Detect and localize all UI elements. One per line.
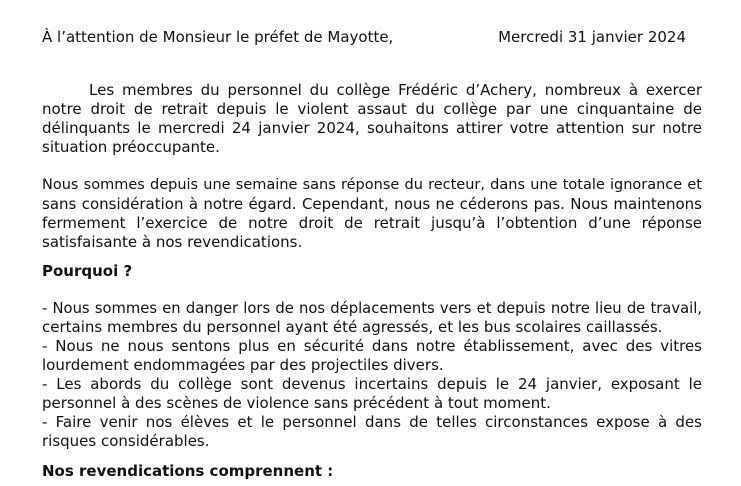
paragraph2-line-4: satisfaisante à nos revendications. xyxy=(42,233,303,251)
paragraph1-line-4: situation préoccupante. xyxy=(42,138,220,156)
paragraph2-line-1: Nous sommes depuis une semaine sans réponse du recteur, dans une totale ignorance et xyxy=(42,177,702,193)
heading-why: Pourquoi ? xyxy=(42,262,133,280)
reason-line-7: - Faire venir nos élèves et le personnel dans de telles circonstances expose à des xyxy=(42,413,702,431)
paragraph2-line-2: sans considération à notre égard. Cependant, nous ne céderons pas. Nous maintenons xyxy=(42,195,702,213)
paragraph1-line-2: notre droit de retrait depuis le violent assaut du collège par une cinquantaine de xyxy=(42,100,702,118)
reason-line-4: lourdement endommagées par des projectiles divers. xyxy=(42,356,444,374)
address-line: À l’attention de Monsieur le préfet de Mayotte, xyxy=(42,28,394,46)
reason-line-5: - Les abords du collège sont devenus incertains depuis le 24 janvier, exposant le xyxy=(42,375,702,393)
paragraph1-line-1: Les membres du personnel du collège Frédéric d’Achery, nombreux à exercer xyxy=(89,81,702,99)
letter-date: Mercredi 31 janvier 2024 xyxy=(498,28,686,46)
reason-line-2: certains membres du personnel ayant été agressés, et les bus scolaires caillassés. xyxy=(42,318,663,336)
reason-line-1: - Nous sommes en danger lors de nos déplacements vers et depuis notre lieu de travail, xyxy=(42,300,702,317)
reason-line-8: risques considérables. xyxy=(42,432,210,450)
reason-line-3: - Nous ne nous sentons plus en sécurité dans notre établissement, avec des vitres xyxy=(42,337,702,355)
reason-line-6: personnel à des scènes de violence sans précédent à tout moment. xyxy=(42,394,551,412)
paragraph2-line-3: fermement l’exercice de notre droit de retrait jusqu’à l’obtention d’une réponse xyxy=(42,214,702,232)
heading-demands: Nos revendications comprennent : xyxy=(42,462,334,480)
paragraph1-line-3: délinquants le mercredi 24 janvier 2024, souhaitons attirer votre attention sur notre xyxy=(42,119,702,137)
